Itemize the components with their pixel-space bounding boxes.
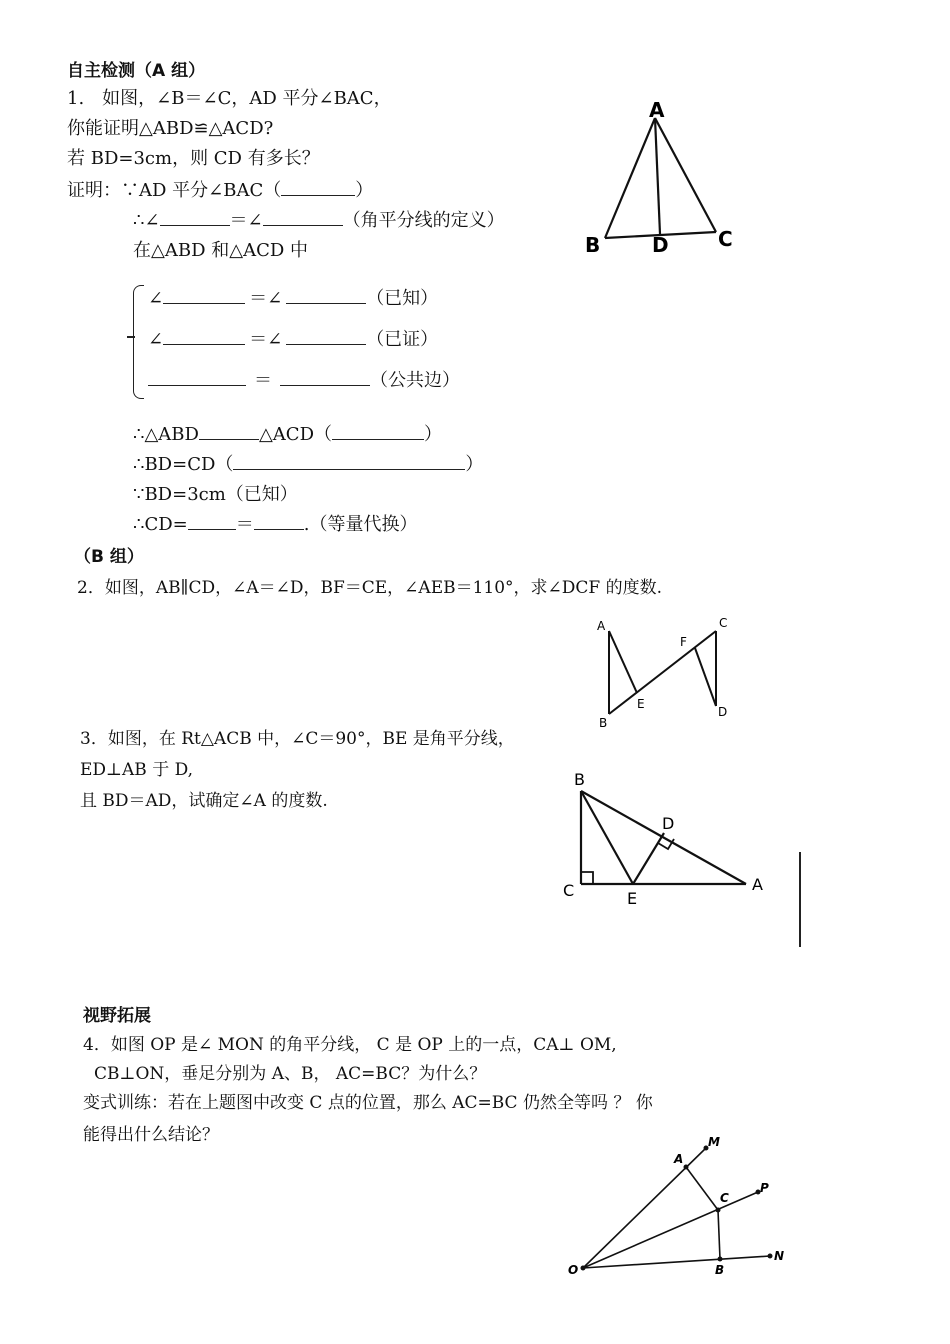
fig3-segment-be bbox=[581, 791, 633, 884]
cond-row-3 bbox=[148, 369, 460, 392]
eq-angle: ＝∠ bbox=[229, 210, 263, 231]
blank-cd-1[interactable] bbox=[188, 513, 236, 530]
fig1-segment-ad bbox=[655, 118, 660, 234]
blank-cond2-a[interactable] bbox=[163, 328, 245, 345]
blank-angle-2[interactable] bbox=[263, 209, 343, 226]
q4-line2: CB⊥ON，垂足分别为 A、B， AC=BC？为什么？ bbox=[94, 1064, 487, 1084]
fig4-segment-cb bbox=[718, 1210, 720, 1259]
q3-line2: ED⊥AB 于 D, bbox=[80, 760, 194, 780]
group-a-title: 自主检测（A 组） bbox=[67, 61, 206, 81]
cond-row-2 bbox=[148, 328, 438, 351]
blank-cond1-a[interactable] bbox=[163, 287, 245, 304]
fig4-ray-om bbox=[583, 1148, 706, 1268]
fig3-label-d: D bbox=[662, 814, 675, 833]
cd-eq: ＝ bbox=[235, 514, 254, 535]
blank-cond1-b[interactable] bbox=[286, 287, 366, 304]
blank-cd-2[interactable] bbox=[254, 513, 304, 530]
fig4-segment-ac bbox=[686, 1167, 718, 1210]
q1-line1: 1. 如图，∠B＝∠C，AD 平分∠BAC， bbox=[67, 88, 392, 109]
blank-congruent-symbol[interactable] bbox=[199, 423, 259, 440]
variant-line1: 变式训练：若在上题图中改变 C 点的位置，那么 AC=BC 仍然全等吗 ？ 你 bbox=[83, 1093, 653, 1113]
fig4-label-p: P bbox=[760, 1181, 769, 1195]
fig4-label-a: A bbox=[674, 1152, 684, 1166]
fig3-right-angle-c bbox=[581, 872, 593, 884]
system-brace-tip bbox=[127, 336, 135, 338]
concl-bd-cd bbox=[133, 453, 483, 476]
close-paren: ） bbox=[355, 180, 374, 201]
fig4-point-c bbox=[716, 1208, 721, 1213]
fig4-point-m bbox=[704, 1146, 709, 1151]
reason-known: （已知） bbox=[366, 288, 439, 309]
given-bd: ∵BD=3cm（已知） bbox=[133, 484, 298, 505]
fig1-label-c: C bbox=[718, 227, 733, 251]
fig4-label-b: B bbox=[715, 1263, 725, 1277]
concl-congruent bbox=[133, 423, 442, 446]
fig4-ray-on bbox=[583, 1256, 770, 1268]
fig3-right-angle-d bbox=[658, 839, 674, 849]
fig3-label-b: B bbox=[574, 770, 585, 789]
fig4-point-n bbox=[768, 1254, 773, 1259]
close-paren: ） bbox=[424, 424, 442, 445]
fig2-label-c: C bbox=[719, 616, 728, 630]
blank-cond3-b[interactable] bbox=[280, 369, 370, 386]
fig2-label-e: E bbox=[637, 697, 645, 711]
variant-line2: 能得出什么结论？ bbox=[83, 1125, 219, 1145]
fig3-side-ab bbox=[581, 791, 746, 884]
cond3-eq: ＝ bbox=[254, 370, 272, 391]
proof-line-2 bbox=[133, 209, 505, 232]
fig4-point-a bbox=[684, 1165, 689, 1170]
concl-cd bbox=[133, 513, 417, 536]
system-brace bbox=[133, 285, 144, 399]
q1-line3: 若 BD=3cm，则 CD 有多长？ bbox=[67, 148, 320, 169]
fig4-label-m: M bbox=[708, 1135, 720, 1149]
reason-sub: .（等量代换） bbox=[303, 514, 418, 535]
proof-start: 证明：∵AD 平分∠BAC（ bbox=[67, 180, 282, 201]
blank-bd-reason[interactable] bbox=[233, 453, 465, 470]
blank-angle-1[interactable] bbox=[160, 209, 230, 226]
fig4-point-b bbox=[718, 1257, 723, 1262]
fig1-side-bc bbox=[605, 232, 716, 238]
cond2-angle: ∠ bbox=[148, 329, 164, 350]
fig3-label-a: A bbox=[752, 875, 763, 894]
q4-line1: 4．如图 OP 是∠ MON 的角平分线， C 是 OP 上的一点，CA⊥ OM, bbox=[83, 1035, 617, 1055]
fig4-ray-op bbox=[583, 1192, 758, 1268]
q1-line2: 你能证明△ABD≌△ACD? bbox=[67, 118, 274, 139]
fig4-label-o: O bbox=[568, 1263, 579, 1277]
fig1-side-ab bbox=[605, 118, 655, 238]
close-paren: ） bbox=[465, 454, 484, 475]
fig1-side-ac bbox=[655, 118, 716, 232]
q3-line1: 3．如图，在 Rt△ACB 中，∠C＝90°，BE 是角平分线， bbox=[80, 729, 515, 749]
blank-cond2-b[interactable] bbox=[286, 328, 366, 345]
fig3-label-e: E bbox=[627, 889, 638, 908]
fig4-label-c: C bbox=[720, 1191, 729, 1205]
blank-cond3-a[interactable] bbox=[148, 369, 246, 386]
fig1-label-b: B bbox=[585, 233, 601, 257]
fig2-segment-ae bbox=[609, 631, 637, 693]
fig3-label-c: C bbox=[563, 881, 575, 900]
cond2-eq: ＝∠ bbox=[249, 329, 283, 350]
cond1-angle: ∠ bbox=[148, 288, 164, 309]
proof-line-1 bbox=[67, 179, 373, 202]
cond1-eq: ＝∠ bbox=[249, 288, 283, 309]
fig2-segment-df bbox=[695, 648, 716, 706]
reason-proved: （已证） bbox=[366, 329, 439, 350]
concl-bd: ∴BD=CD（ bbox=[133, 454, 234, 475]
cond-row-1 bbox=[148, 287, 438, 310]
blank-congruent-reason[interactable] bbox=[332, 423, 424, 440]
q3-line3: 且 BD＝AD，试确定∠A 的度数. bbox=[80, 791, 328, 811]
blank-reason-1[interactable] bbox=[281, 179, 355, 196]
fig2-label-f: F bbox=[680, 635, 687, 649]
fig4-point-o bbox=[581, 1266, 586, 1271]
fig2-label-a: A bbox=[597, 619, 606, 633]
in-triangles: 在△ABD 和△ACD 中 bbox=[133, 240, 308, 261]
fig4-label-n: N bbox=[774, 1249, 785, 1263]
reason-bisector: （角平分线的定义） bbox=[342, 210, 505, 231]
fig2-segment-bc bbox=[609, 631, 716, 714]
fig2-label-b: B bbox=[599, 716, 608, 730]
reason-common: （公共边） bbox=[370, 370, 460, 391]
concl-acd: △ACD（ bbox=[258, 424, 332, 445]
fig4-point-p bbox=[756, 1190, 761, 1195]
fig3-segment-ed bbox=[633, 833, 664, 884]
concl-cd-text: ∴CD= bbox=[133, 514, 188, 535]
fig1-label-d: D bbox=[652, 233, 669, 257]
q2-text: 2．如图，AB∥CD，∠A＝∠D，BF＝CE，∠AEB＝110°，求∠DCF 的度数. bbox=[77, 578, 663, 598]
fig1-label-a: A bbox=[649, 98, 665, 122]
extension-title: 视野拓展 bbox=[83, 1006, 151, 1026]
therefore-angle: ∴∠ bbox=[133, 210, 160, 231]
group-b-title: （B 组） bbox=[74, 547, 144, 567]
concl-abd: ∴△ABD bbox=[133, 424, 199, 445]
fig2-label-d: D bbox=[718, 705, 728, 719]
margin-rule bbox=[799, 852, 801, 947]
